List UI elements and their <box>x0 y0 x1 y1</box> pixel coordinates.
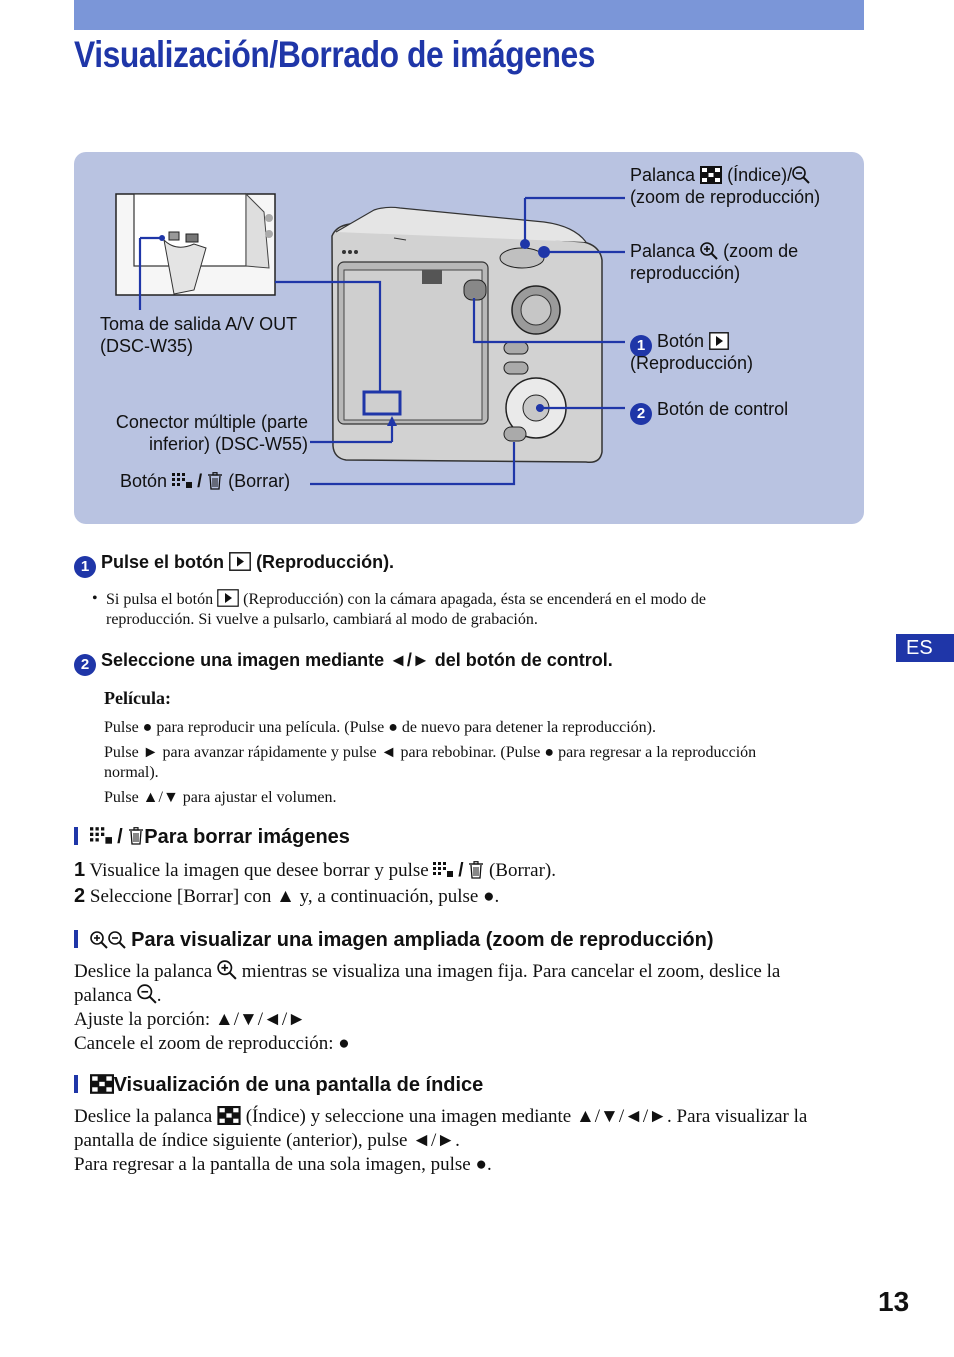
trash-icon <box>207 472 223 490</box>
playback-button-label: 1 Botón <box>630 330 729 357</box>
index-lever-label: Palanca (Índice)/ <box>630 164 810 186</box>
zoom-section-heading: Para visualizar una imagen ampliada (zoom de reproducción) <box>74 929 714 952</box>
index-grid-icon <box>433 861 453 879</box>
multi-connector-label: Conector múltiple (parte <box>115 412 308 432</box>
number-2-badge: 2 <box>74 654 96 676</box>
zoom-in-icon <box>90 931 108 949</box>
zoom-in-icon <box>217 960 237 980</box>
movie-label: Película: <box>104 688 171 708</box>
zoom-lever-label: Palanca (zoom de <box>630 241 799 261</box>
number-1-badge: 1 <box>630 335 652 357</box>
multi-connector-model-label: inferior) (DSC-W55) <box>148 434 308 454</box>
language-tab: ES <box>896 634 954 662</box>
index-icon <box>217 1106 241 1125</box>
zoom-line-3: Ajuste la porción: ▲/▼/◄/► <box>74 1009 306 1030</box>
section-marker <box>74 827 78 845</box>
index-grid-icon <box>172 472 192 490</box>
playback-icon <box>217 589 239 607</box>
bullet: • <box>92 590 98 607</box>
step-1-note-line-2: reproducción. Si vuelve a pulsarlo, cambiará al modo de grabación. <box>106 611 538 628</box>
av-out-label: Toma de salida A/V OUT <box>100 314 298 334</box>
delete-step-2: 2 Seleccione [Borrar] con ▲ y, a continuación, pulse ●. <box>74 885 500 907</box>
step-1-note: Si pulsa el botón (Reproducción) con la cámara apagada, ésta se encenderá en el modo de <box>106 591 706 608</box>
camera-figure-panel <box>74 152 864 524</box>
number-2-badge: 2 <box>630 403 652 425</box>
zoom-out-icon <box>137 984 157 1004</box>
trash-icon <box>468 861 484 879</box>
trash-icon <box>128 826 144 846</box>
zoom-line-2: palanca . <box>74 985 162 1006</box>
zoom-out-icon <box>792 166 810 184</box>
index-section-heading: Visualización de una pantalla de índice <box>74 1074 483 1097</box>
section-marker <box>74 1075 78 1093</box>
index-icon <box>90 1074 114 1094</box>
zoom-line-4: Cancele el zoom de reproducción: ● <box>74 1033 350 1054</box>
playback-button-label-2: (Reproducción) <box>630 353 754 373</box>
playback-icon <box>709 332 729 350</box>
index-grid-icon <box>90 826 112 846</box>
camera-body <box>332 207 602 462</box>
index-lever-label-2: (zoom de reproducción) <box>630 187 821 207</box>
movie-line-2b: normal). <box>104 764 159 781</box>
page-number: 13 <box>878 1286 910 1317</box>
index-icon <box>700 166 722 184</box>
zoom-lever-label-2: reproducción) <box>630 263 741 283</box>
movie-line-2: Pulse ► para avanzar rápidamente y pulse ◄ para rebobinar. (Pulse ● para regresar a la reproducción <box>104 744 757 761</box>
number-1-badge: 1 <box>74 556 96 578</box>
delete-step-1: 1 Visualice la imagen que desee borrar y pulse / (Borrar). <box>74 859 556 881</box>
index-line-2: pantalla de índice siguiente (anterior), pulse ◄/►. <box>74 1130 460 1151</box>
header-bar <box>74 0 864 30</box>
step-1-heading: 1 Pulse el botón (Reproducción). <box>74 552 394 578</box>
av-out-model-label: (DSC-W35) <box>100 336 193 356</box>
index-line-1: Deslice la palanca (Índice) y seleccione una imagen mediante ▲/▼/◄/►. Para visualizar la <box>74 1106 808 1127</box>
index-line-3: Para regresar a la pantalla de una sola imagen, pulse ●. <box>74 1154 492 1175</box>
movie-line-1: Pulse ● para reproducir una película. (Pulse ● de nuevo para detener la reproducción). <box>104 719 656 736</box>
movie-line-3: Pulse ▲/▼ para ajustar el volumen. <box>104 789 337 806</box>
playback-icon <box>229 552 251 571</box>
step-2-heading: 2 Seleccione una imagen mediante ◄/► del botón de control. <box>74 650 613 676</box>
zoom-in-icon <box>700 242 718 260</box>
section-marker <box>74 930 78 948</box>
page-title: Visualización/Borrado de imágenes <box>74 34 596 75</box>
delete-section-heading: / Para borrar imágenes <box>74 826 350 849</box>
delete-button-label: Botón / (Borrar) <box>120 471 291 491</box>
zoom-line-1: Deslice la palanca mientras se visualiza una imagen fija. Para cancelar el zoom, deslice la <box>74 961 781 982</box>
control-button-label: 2 Botón de control <box>630 398 788 425</box>
zoom-out-icon <box>108 931 126 949</box>
